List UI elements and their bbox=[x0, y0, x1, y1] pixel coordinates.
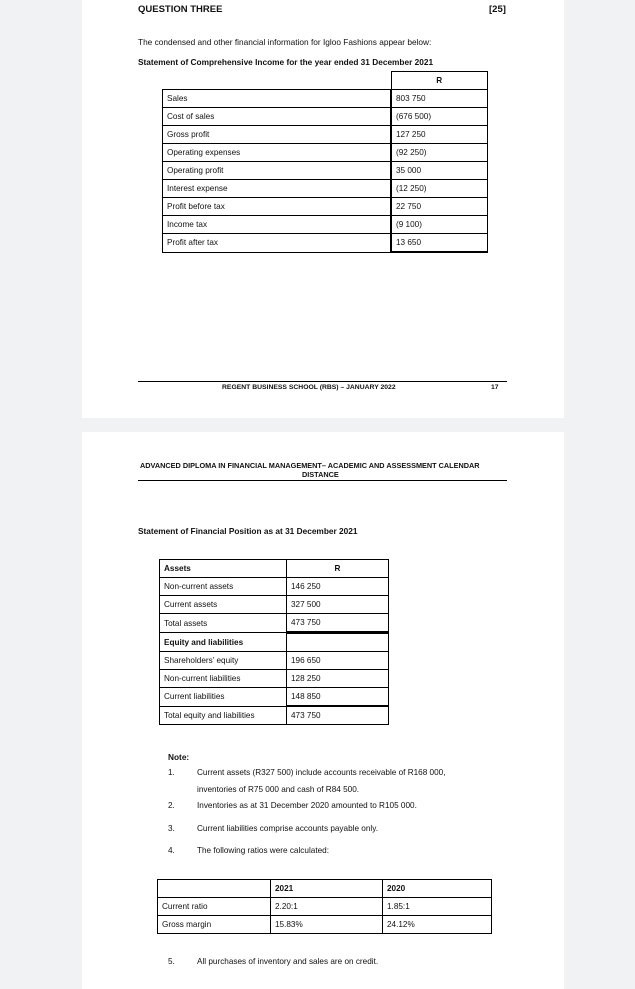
table-row bbox=[160, 670, 389, 688]
row-label: Total equity and liabilities bbox=[160, 706, 287, 725]
note-text: The following ratios were calculated: bbox=[197, 846, 329, 855]
row-value: 473 750 bbox=[287, 614, 389, 633]
empty-cell bbox=[287, 633, 389, 652]
table-row bbox=[163, 126, 488, 144]
ratio-2020: 1.85:1 bbox=[383, 898, 492, 916]
row-label: Gross profit bbox=[163, 126, 392, 144]
note-text: Inventories as at 31 December 2020 amounted to R105 000. bbox=[197, 801, 417, 810]
currency-header: R bbox=[391, 72, 488, 90]
page-17 bbox=[82, 0, 564, 418]
note-5-text: All purchases of inventory and sales are on credit. bbox=[197, 957, 379, 966]
row-label: Cost of sales bbox=[163, 108, 392, 126]
row-label: Total assets bbox=[160, 614, 287, 633]
row-label: Current liabilities bbox=[160, 688, 287, 707]
note-number: 4. bbox=[168, 846, 175, 855]
row-value: 146 250 bbox=[287, 578, 389, 596]
row-value: (676 500) bbox=[391, 108, 488, 126]
question-heading: QUESTION THREE bbox=[138, 4, 223, 15]
financial-position-table bbox=[159, 559, 389, 725]
table-row bbox=[163, 108, 488, 126]
note-text: Current assets (R327 500) include accounts receivable of R168 000, bbox=[197, 768, 446, 777]
table-row bbox=[163, 198, 488, 216]
row-label: Interest expense bbox=[163, 180, 392, 198]
running-header-line2: DISTANCE bbox=[302, 470, 339, 479]
income-statement-table bbox=[162, 71, 488, 253]
note-number: 1. bbox=[168, 768, 175, 777]
note-title: Note: bbox=[168, 752, 190, 762]
intro-text: The condensed and other financial information for Igloo Fashions appear below: bbox=[138, 37, 432, 47]
row-value: 127 250 bbox=[391, 126, 488, 144]
currency-header: R bbox=[287, 560, 389, 578]
table-row bbox=[163, 234, 488, 253]
ratio-label: Gross margin bbox=[158, 916, 271, 934]
table-row bbox=[158, 898, 492, 916]
table-row bbox=[163, 72, 488, 90]
note-number: 2. bbox=[168, 801, 175, 810]
row-value: (9 100) bbox=[391, 216, 488, 234]
table-row bbox=[163, 90, 488, 108]
row-label: Current assets bbox=[160, 596, 287, 614]
table-row bbox=[163, 162, 488, 180]
row-value: 22 750 bbox=[391, 198, 488, 216]
table-row bbox=[163, 216, 488, 234]
table-row bbox=[160, 688, 389, 707]
income-statement-title: Statement of Comprehensive Income for the year ended 31 December 2021 bbox=[138, 57, 434, 67]
row-value: 13 650 bbox=[391, 234, 488, 253]
table-row bbox=[163, 180, 488, 198]
footer-rule bbox=[138, 381, 507, 382]
table-row bbox=[160, 596, 389, 614]
page-18 bbox=[82, 432, 564, 989]
row-value: (12 250) bbox=[391, 180, 488, 198]
year-2021-header: 2021 bbox=[271, 880, 383, 898]
row-label: Shareholders’ equity bbox=[160, 652, 287, 670]
running-header-line1: ADVANCED DIPLOMA IN FINANCIAL MANAGEMENT– ACADEMIC AND ASSESSMENT CALENDAR bbox=[140, 461, 480, 470]
row-value: 196 650 bbox=[287, 652, 389, 670]
table-row bbox=[160, 706, 389, 725]
row-label: Operating expenses bbox=[163, 144, 392, 162]
header-rule bbox=[138, 480, 507, 481]
ratio-2020: 24.12% bbox=[383, 916, 492, 934]
note-text-continued: inventories of R75 000 and cash of R84 500. bbox=[197, 785, 360, 794]
note-5-number: 5. bbox=[168, 957, 175, 966]
table-row bbox=[160, 560, 389, 578]
marks: [25] bbox=[489, 4, 506, 15]
table-row bbox=[160, 614, 389, 633]
note-number: 3. bbox=[168, 824, 175, 833]
table-row bbox=[160, 652, 389, 670]
ratio-2021: 2.20:1 bbox=[271, 898, 383, 916]
table-row bbox=[160, 633, 389, 652]
table-row bbox=[163, 144, 488, 162]
page-number: 17 bbox=[491, 384, 499, 391]
footer-text: REGENT BUSINESS SCHOOL (RBS) – JANUARY 2022 bbox=[222, 384, 396, 391]
equity-header: Equity and liabilities bbox=[160, 633, 287, 652]
table-row bbox=[160, 578, 389, 596]
note-text: Current liabilities comprise accounts payable only. bbox=[197, 824, 378, 833]
row-label: Income tax bbox=[163, 216, 392, 234]
year-2020-header: 2020 bbox=[383, 880, 492, 898]
row-value: 148 850 bbox=[287, 688, 389, 707]
row-value: 327 500 bbox=[287, 596, 389, 614]
financial-position-title: Statement of Financial Position as at 31 December 2021 bbox=[138, 526, 358, 536]
row-value: 128 250 bbox=[287, 670, 389, 688]
ratio-2021: 15.83% bbox=[271, 916, 383, 934]
table-row bbox=[158, 916, 492, 934]
row-label: Operating profit bbox=[163, 162, 392, 180]
row-value: 473 750 bbox=[287, 706, 389, 725]
row-value: (92 250) bbox=[391, 144, 488, 162]
row-value: 35 000 bbox=[391, 162, 488, 180]
row-value: 803 750 bbox=[391, 90, 488, 108]
assets-header: Assets bbox=[160, 560, 287, 578]
row-label: Non-current assets bbox=[160, 578, 287, 596]
row-label: Profit before tax bbox=[163, 198, 392, 216]
row-label: Non-current liabilities bbox=[160, 670, 287, 688]
row-label: Sales bbox=[163, 90, 392, 108]
ratio-label: Current ratio bbox=[158, 898, 271, 916]
row-label: Profit after tax bbox=[163, 234, 392, 253]
table-row bbox=[158, 880, 492, 898]
ratios-table bbox=[157, 879, 492, 934]
